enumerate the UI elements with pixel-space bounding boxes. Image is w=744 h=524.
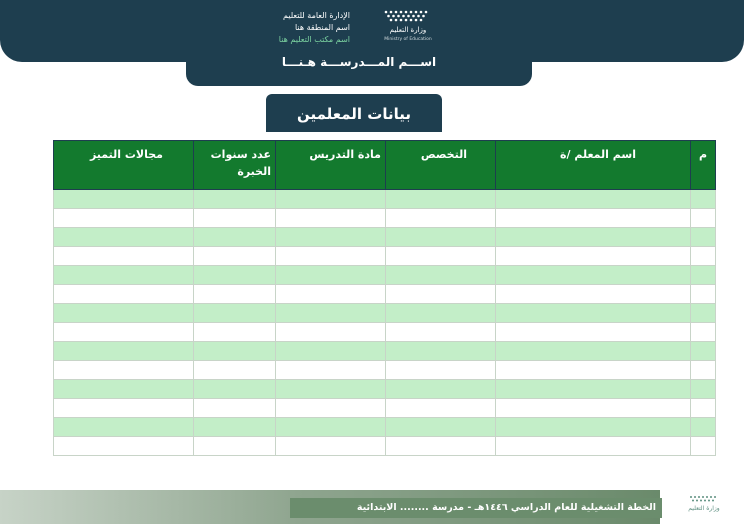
table-cell-specialization[interactable]	[386, 247, 496, 266]
table-row	[54, 247, 716, 266]
table-cell-specialization[interactable]	[386, 190, 496, 209]
footer-plan-text: الخطة التشغيلية للعام الدراسي ١٤٤٦هـ - مدرسة ........ الابتدائية	[356, 502, 656, 513]
table-cell-m[interactable]	[691, 247, 716, 266]
table-row	[54, 228, 716, 247]
table-cell-subject[interactable]	[276, 304, 386, 323]
admin-office-name: اسم مكتب التعليم هنا	[278, 35, 350, 44]
column-header-excellence-areas: مجالات التميز	[54, 141, 194, 190]
table-cell-m[interactable]	[691, 418, 716, 437]
table-cell-excellence[interactable]	[54, 361, 194, 380]
table-cell-name[interactable]	[496, 228, 691, 247]
table-row	[54, 304, 716, 323]
table-cell-m[interactable]	[691, 342, 716, 361]
table-cell-m[interactable]	[691, 209, 716, 228]
teachers-table	[53, 140, 716, 456]
table-row	[54, 323, 716, 342]
table-cell-specialization[interactable]	[386, 361, 496, 380]
table-cell-years[interactable]	[194, 304, 276, 323]
footer-ministry-logo-icon	[688, 494, 720, 504]
table-cell-years[interactable]	[194, 418, 276, 437]
table-cell-subject[interactable]	[276, 190, 386, 209]
table-cell-name[interactable]	[496, 323, 691, 342]
ministry-logo	[380, 8, 436, 48]
table-cell-excellence[interactable]	[54, 247, 194, 266]
table-cell-years[interactable]	[194, 399, 276, 418]
table-cell-subject[interactable]	[276, 399, 386, 418]
table-row	[54, 190, 716, 209]
table-cell-name[interactable]	[496, 266, 691, 285]
table-cell-excellence[interactable]	[54, 190, 194, 209]
table-cell-m[interactable]	[691, 304, 716, 323]
table-cell-name[interactable]	[496, 247, 691, 266]
table-cell-subject[interactable]	[276, 418, 386, 437]
ministry-logo-icon	[382, 8, 432, 24]
table-cell-excellence[interactable]	[54, 228, 194, 247]
table-cell-excellence[interactable]	[54, 380, 194, 399]
table-cell-subject[interactable]	[276, 437, 386, 456]
table-cell-specialization[interactable]	[386, 418, 496, 437]
table-cell-years[interactable]	[194, 228, 276, 247]
table-cell-specialization[interactable]	[386, 399, 496, 418]
table-cell-name[interactable]	[496, 304, 691, 323]
table-cell-m[interactable]	[691, 380, 716, 399]
table-cell-name[interactable]	[496, 418, 691, 437]
table-cell-specialization[interactable]	[386, 228, 496, 247]
table-cell-years[interactable]	[194, 285, 276, 304]
table-cell-m[interactable]	[691, 399, 716, 418]
school-name: اســـم المـــدرســـة هـنـــا	[281, 55, 437, 69]
table-cell-subject[interactable]	[276, 342, 386, 361]
table-cell-years[interactable]	[194, 266, 276, 285]
table-cell-excellence[interactable]	[54, 266, 194, 285]
ministry-name-en: Ministry of Education	[384, 37, 432, 42]
admin-region-name: اسم المنطقة هنا	[294, 23, 350, 32]
table-row	[54, 209, 716, 228]
table-cell-years[interactable]	[194, 323, 276, 342]
table-header-row	[54, 141, 716, 190]
administration-info	[242, 10, 350, 46]
table-cell-name[interactable]	[496, 380, 691, 399]
table-cell-name[interactable]	[496, 342, 691, 361]
table-cell-name[interactable]	[496, 190, 691, 209]
admin-general-directorate: الإدارة العامة للتعليم	[283, 11, 350, 20]
table-cell-specialization[interactable]	[386, 304, 496, 323]
table-cell-specialization[interactable]	[386, 209, 496, 228]
footer-ministry-name: وزارة التعليم	[688, 505, 720, 512]
column-header-specialization: التخصص	[386, 141, 496, 190]
table-cell-subject[interactable]	[276, 323, 386, 342]
column-header-subject: مادة التدريس	[276, 141, 386, 190]
table-row	[54, 437, 716, 456]
table-cell-years[interactable]	[194, 209, 276, 228]
table-cell-subject[interactable]	[276, 228, 386, 247]
column-header-number: م	[691, 141, 716, 190]
table-cell-name[interactable]	[496, 209, 691, 228]
table-cell-specialization[interactable]	[386, 323, 496, 342]
table-cell-subject[interactable]	[276, 361, 386, 380]
table-cell-subject[interactable]	[276, 285, 386, 304]
table-cell-specialization[interactable]	[386, 285, 496, 304]
table-cell-years[interactable]	[194, 190, 276, 209]
table-cell-excellence[interactable]	[54, 342, 194, 361]
table-cell-excellence[interactable]	[54, 285, 194, 304]
table-cell-m[interactable]	[691, 285, 716, 304]
table-cell-m[interactable]	[691, 361, 716, 380]
table-row	[54, 342, 716, 361]
table-cell-specialization[interactable]	[386, 437, 496, 456]
table-cell-years[interactable]	[194, 380, 276, 399]
table-cell-m[interactable]	[691, 323, 716, 342]
table-cell-excellence[interactable]	[54, 437, 194, 456]
table-cell-excellence[interactable]	[54, 304, 194, 323]
section-title: بيانات المعلمين	[266, 94, 442, 132]
table-row	[54, 418, 716, 437]
table-row	[54, 399, 716, 418]
table-cell-excellence[interactable]	[54, 323, 194, 342]
table-cell-excellence[interactable]	[54, 209, 194, 228]
table-cell-specialization[interactable]	[386, 266, 496, 285]
table-cell-subject[interactable]	[276, 247, 386, 266]
footer-ministry-logo	[672, 494, 736, 520]
table-cell-specialization[interactable]	[386, 342, 496, 361]
table-cell-years[interactable]	[194, 342, 276, 361]
table-body	[54, 190, 716, 456]
table-cell-years[interactable]	[194, 247, 276, 266]
column-header-teacher-name: اسم المعلم /ة	[496, 141, 691, 190]
table-cell-years[interactable]	[194, 361, 276, 380]
column-header-experience-years: عدد سنوات الخبرة	[194, 141, 276, 190]
table-cell-m[interactable]	[691, 437, 716, 456]
table-cell-m[interactable]	[691, 228, 716, 247]
table-cell-name[interactable]	[496, 399, 691, 418]
table-row	[54, 285, 716, 304]
table-cell-subject[interactable]	[276, 209, 386, 228]
table-row	[54, 361, 716, 380]
table-cell-m[interactable]	[691, 266, 716, 285]
table-cell-excellence[interactable]	[54, 399, 194, 418]
table-cell-years[interactable]	[194, 437, 276, 456]
table-cell-name[interactable]	[496, 437, 691, 456]
ministry-name-ar: وزارة التعليم	[389, 26, 427, 34]
table-cell-specialization[interactable]	[386, 380, 496, 399]
table-cell-m[interactable]	[691, 190, 716, 209]
table-cell-name[interactable]	[496, 285, 691, 304]
table-cell-subject[interactable]	[276, 380, 386, 399]
table-row	[54, 266, 716, 285]
table-cell-excellence[interactable]	[54, 418, 194, 437]
table-cell-subject[interactable]	[276, 266, 386, 285]
table-row	[54, 380, 716, 399]
table-cell-name[interactable]	[496, 361, 691, 380]
